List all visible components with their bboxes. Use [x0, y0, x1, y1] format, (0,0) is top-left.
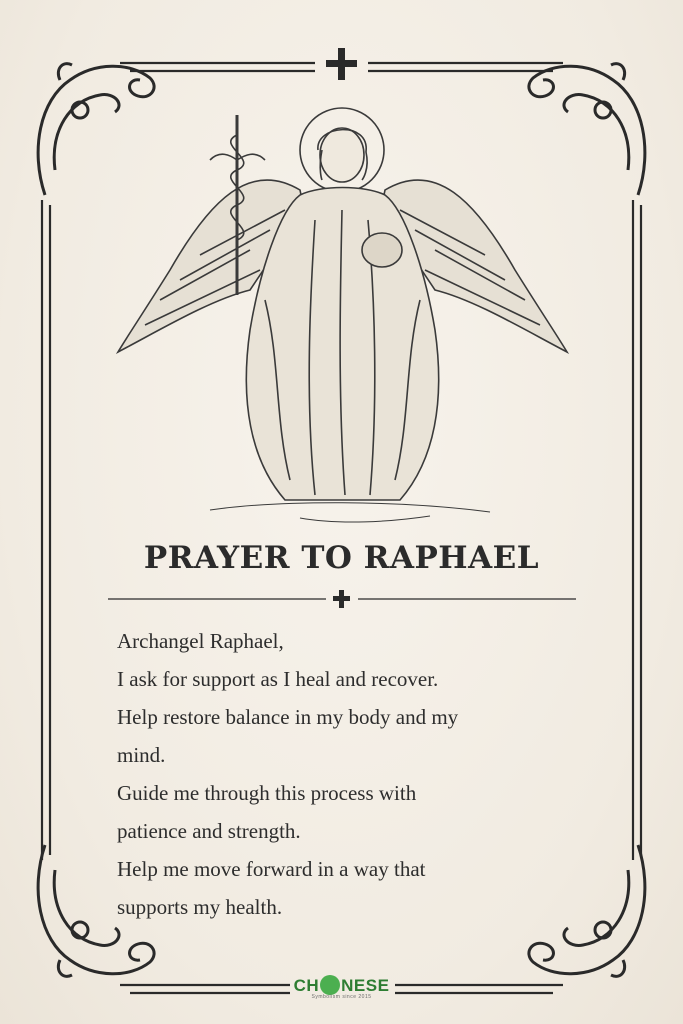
prayer-text	[117, 622, 597, 926]
page-title: PRAYER TO RAPHAEL	[143, 540, 540, 576]
prayer-line: Archangel Raphael,	[117, 629, 284, 653]
prayer-line: mind.	[117, 743, 166, 767]
prayer-line: patience and strength.	[117, 819, 301, 843]
prayer-line: Guide me through this process with	[117, 781, 417, 805]
cross-icon	[333, 590, 350, 608]
logo-text-left: CH	[293, 976, 320, 995]
angel-illustration	[100, 100, 580, 540]
prayer-line: Help restore balance in my body and my	[117, 705, 459, 729]
title-divider	[108, 588, 576, 610]
logo-text-right: NESE	[341, 976, 390, 995]
prayer-line: I ask for support as I heal and recover.	[117, 667, 439, 691]
logo-tagline: Symbolism since 2015	[311, 994, 372, 1000]
logo-circle-icon	[320, 975, 340, 995]
cross-icon	[326, 48, 357, 80]
prayer-line: supports my health.	[117, 895, 283, 919]
head	[320, 128, 364, 182]
brand-logo	[0, 975, 683, 1000]
prayer-line: Help me move forward in a way that	[117, 857, 426, 881]
jar	[362, 233, 402, 267]
